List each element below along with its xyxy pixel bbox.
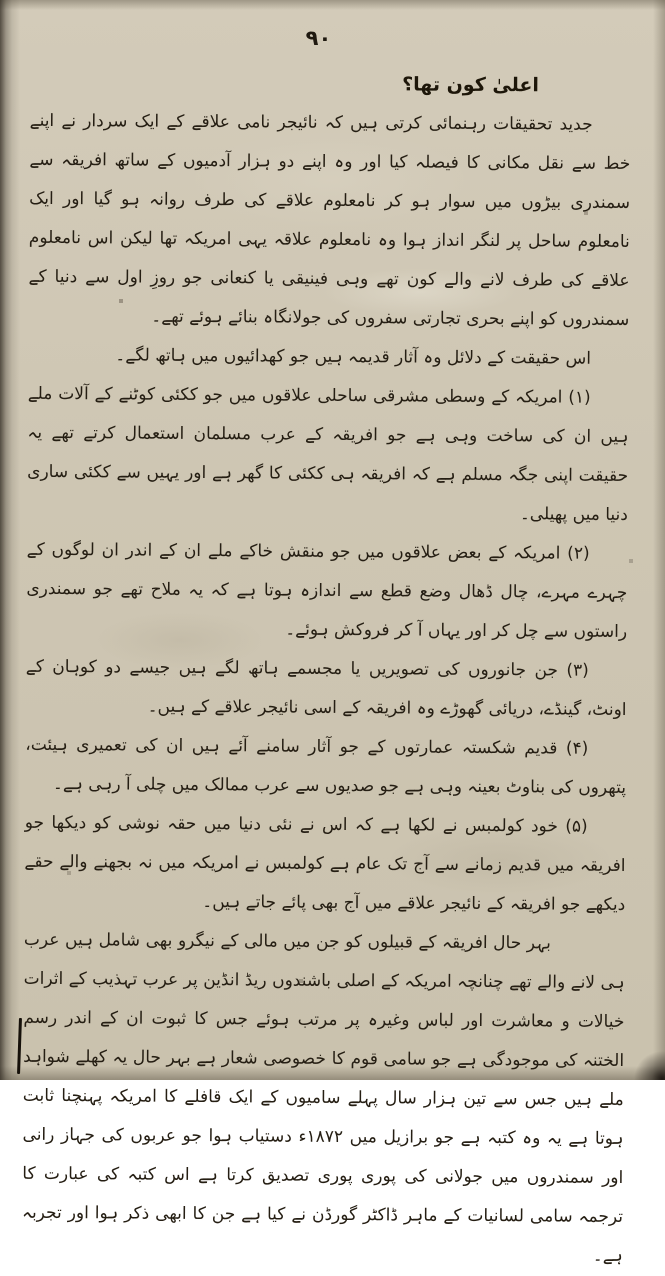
body-paragraph-point-1: (۱) امریکہ کے وسطی مشرقی ساحلی علاقوں میں جو ککئی کوٹنے کے آلات ملے ہیں ان کی ساخت وہی ہے جو افریقہ کے عرب مسلمان استعمال کرتے تھے یہ حقیقت اپنی جگہ مسلم ہے کہ افریقہ ہی ککئی کا گھر ہے اور یہیں سے ککئی ساری دنیا میں پھیلی۔ (27, 383, 629, 525)
page-content (22, 68, 631, 1276)
body-paragraph-point-3: (۳) جن جانوروں کی تصویریں یا مجسمے ہاتھ لگے ہیں جیسے دو کوہان کے اونٹ، گینڈے، دریائی گھوڑے وہ افریقہ کے اسی نائیجر علاقے کے ہیں۔ (25, 656, 627, 720)
body-paragraph-point-2: (۲) امریکہ کے بعض علاقوں میں جو منقش خاکے ملے ان کے اندر ان لوگوں کے چہرے مہرے، چال ڈھال وضع قطع سے اندازہ ہوتا ہے کہ یہ ملاح تھے جو سمندری راستوں سے چل کر اور یہاں آ کر فروکش ہوئے۔ (26, 539, 628, 642)
body-paragraph-point-5: (۵) خود کولمبس نے لکھا ہے کہ اس نے نئی دنیا میں حقہ نوشی کو دیکھا جو افریقہ میں قدیم زمانے سے آج تک عام ہے کولمبس نے امریکہ میں نہ بجھنے والے حقے دیکھے جو افریقہ کے نائیجر علاقے میں آج بھی پائے جاتے ہیں۔ (24, 812, 626, 915)
paper-specks (0, 0, 2, 2)
ink-smudge-mark (17, 1018, 22, 1074)
body-paragraph-intro: جدید تحقیقات رہنمائی کرتی ہیں کہ نائیجر نامی علاقے کے ایک سردار نے اپنے خط سے نقل مکانی کا فیصلہ کیا اور وہ اپنے دو ہزار آدمیوں کے ساتھ افریقہ سے سمندری بیڑوں میں سوار ہو کر نامعلوم علاقے کی طرف روانہ ہو گیا اور ایک نامعلوم ساحل پر لنگر انداز ہوا وہ نامعلوم علاقہ یہی امریکہ تھا لیکن اس نامعلوم علاقے کی طرف لانے والے کون تھے وہی فینیقی یا کنعانی جو روزِ اول سے دنیا کے سمندروں کو اپنے بحری تجارتی سفروں کی جولانگاہ بنائے ہوئے تھے۔ (28, 110, 631, 330)
body-paragraph-point-4: (۴) قدیم شکستہ عمارتوں کے جو آثار سامنے آئے ہیں ان کی تعمیری ہیئت، پتھروں کی بناوٹ بعینہ وہی ہے جو صدیوں سے عرب ممالک میں چلی آ رہی ہے۔ (25, 734, 627, 798)
body-paragraph-evidence-lead: اس حقیقت کے دلائل وہ آثار قدیمہ ہیں جو کھدائیوں میں ہاتھ لگے۔ (115, 345, 592, 369)
section-heading: اعلیٰ کون تھا؟ (402, 73, 539, 97)
body-paragraph-conclusion: بہر حال افریقہ کے قبیلوں کو جن میں مالی کے نیگرو بھی شامل ہیں عرب ہی لانے والے تھے چنانچہ امریکہ کے اصلی باشندوں ریڈ انڈین پر عرب تہذیب کے اثرات خیالات و معاشرت اور لباس وغیرہ پر مرتب ہوئے جس کا ثبوت ان کے اندر رسم الختنہ کی موجودگی ہے جو سامی قوم کا خصوصی شعار ہے بہر حال یہ کھلے شواہد ملے ہیں جس سے تین ہزار سال پہلے سامیوں کے ایک قافلے کا امریکہ پہنچنا ثابت ہوتا ہے یہ وہ کتبہ ہے جو برازیل میں ۱۸۷۲ء دستیاب ہوا جو عربوں کی جہاز رانی اور سمندروں میں جولانی کی پوری پوری تصدیق کرتا ہے اس کتبہ کی عبارت کا ترجمہ سامی لسانیات کے ماہر ڈاکٹر گورڈن نے کیا ہے جن کا ابھی ذکر ہوا اور تجربہ ہے۔ (21, 929, 625, 1266)
page-number: ٩٠ (305, 26, 332, 50)
